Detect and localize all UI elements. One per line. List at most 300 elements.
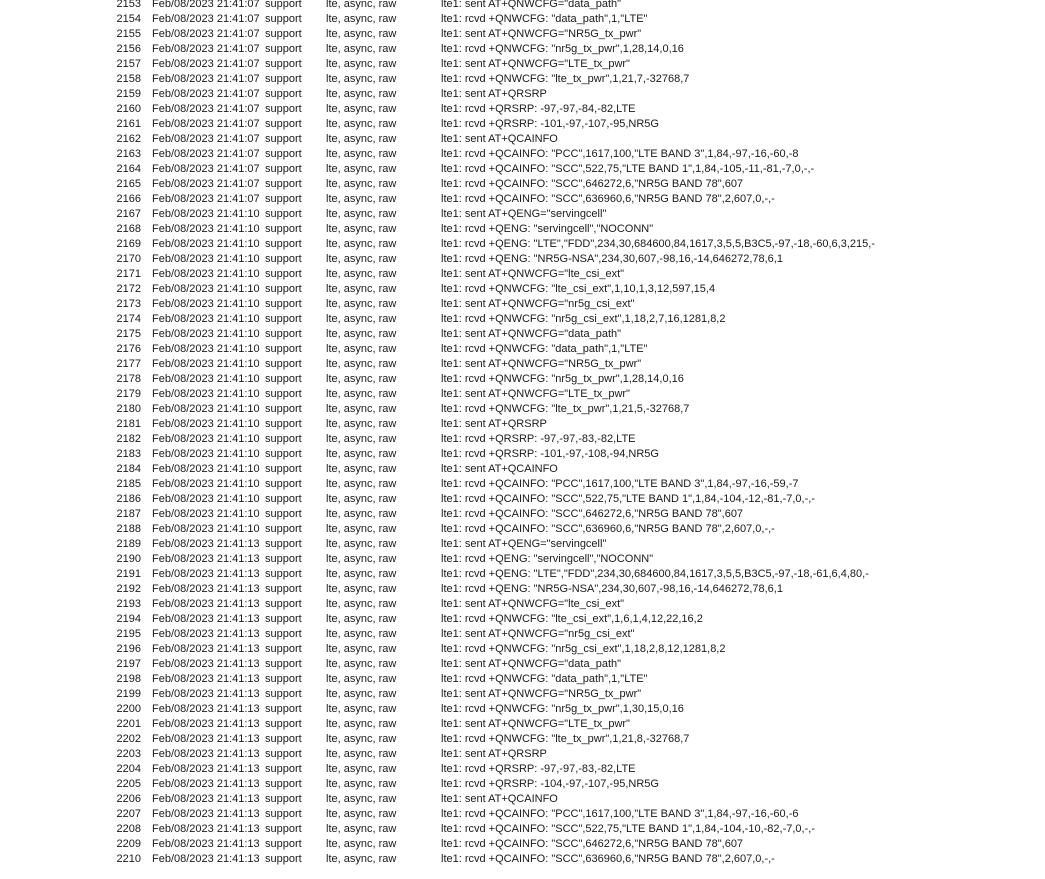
log-timestamp: Feb/08/2023 21:41:10 [152,433,260,445]
log-number: 2158 [116,73,141,85]
log-message: lte1: rcvd +QNWCFG: "lte_csi_ext",1,10,1,3,12,597,15,4 [441,283,716,295]
log-timestamp: Feb/08/2023 21:41:13 [152,703,260,715]
log-row[interactable] [0,507,1045,522]
log-number: 2187 [116,508,141,520]
log-user: support [265,418,302,430]
log-topics: lte, async, raw [326,838,397,850]
log-topics: lte, async, raw [326,73,397,85]
log-timestamp: Feb/08/2023 21:41:10 [152,238,260,250]
log-message: lte1: rcvd +QNWCFG: "nr5g_csi_ext",1,18,2,7,16,1281,8,2 [441,313,726,325]
log-row[interactable] [0,687,1045,702]
log-timestamp: Feb/08/2023 21:41:10 [152,223,260,235]
log-topics: lte, async, raw [326,703,397,715]
log-row[interactable] [0,732,1045,747]
log-timestamp: Feb/08/2023 21:41:10 [152,268,260,280]
log-message: lte1: rcvd +QCAINFO: "SCC",646272,6,"NR5G BAND 78",607 [441,508,744,520]
log-topics: lte, async, raw [326,643,397,655]
log-user: support [265,658,302,670]
log-topics: lte, async, raw [326,223,397,235]
log-number: 2154 [116,13,141,25]
log-user: support [265,388,302,400]
log-row[interactable] [0,102,1045,117]
log-timestamp: Feb/08/2023 21:41:10 [152,253,260,265]
log-timestamp: Feb/08/2023 21:41:13 [152,733,260,745]
log-user: support [265,568,302,580]
log-timestamp: Feb/08/2023 21:41:10 [152,418,260,430]
log-timestamp: Feb/08/2023 21:41:07 [152,103,260,115]
log-message: lte1: sent AT+QNWCFG="LTE_tx_pwr" [441,388,630,400]
log-topics: lte, async, raw [326,238,397,250]
log-number: 2155 [116,28,141,40]
log-number: 2210 [116,853,141,865]
log-message: lte1: rcvd +QCAINFO: "PCC",1617,100,"LTE BAND 3",1,84,-97,-16,-59,-7 [441,478,799,490]
log-user: support [265,748,302,760]
log-message: lte1: rcvd +QENG: "LTE","FDD",234,30,684600,84,1617,3,5,5,B3C5,-97,-18,-61,6,4,80,- [441,568,869,580]
log-timestamp: Feb/08/2023 21:41:13 [152,673,260,685]
log-row[interactable] [0,297,1045,312]
log-timestamp: Feb/08/2023 21:41:13 [152,823,260,835]
log-row[interactable] [0,522,1045,537]
log-user: support [265,193,302,205]
log-row[interactable] [0,42,1045,57]
log-user: support [265,118,302,130]
log-topics: lte, async, raw [326,583,397,595]
log-row[interactable] [0,12,1045,27]
log-row[interactable] [0,567,1045,582]
log-topics: lte, async, raw [326,523,397,535]
log-timestamp: Feb/08/2023 21:41:13 [152,643,260,655]
log-row[interactable] [0,822,1045,837]
log-number: 2193 [116,598,141,610]
log-user: support [265,373,302,385]
log-timestamp: Feb/08/2023 21:41:13 [152,718,260,730]
log-number: 2170 [116,253,141,265]
log-row[interactable] [0,357,1045,372]
log-topics: lte, async, raw [326,133,397,145]
log-user: support [265,58,302,70]
log-timestamp: Feb/08/2023 21:41:13 [152,763,260,775]
log-row[interactable] [0,27,1045,42]
log-topics: lte, async, raw [326,823,397,835]
log-message: lte1: sent AT+QENG="servingcell" [441,208,607,220]
log-topics: lte, async, raw [326,568,397,580]
log-message: lte1: sent AT+QCAINFO [441,793,558,805]
log-number: 2182 [116,433,141,445]
log-message: lte1: sent AT+QNWCFG="lte_csi_ext" [441,268,625,280]
log-row[interactable] [0,87,1045,102]
log-user: support [265,238,302,250]
log-user: support [265,298,302,310]
log-user: support [265,358,302,370]
log-row[interactable] [0,0,1045,12]
log-topics: lte, async, raw [326,493,397,505]
log-row[interactable] [0,237,1045,252]
log-topics: lte, async, raw [326,538,397,550]
log-row[interactable] [0,852,1045,867]
log-topics: lte, async, raw [326,178,397,190]
log-topics: lte, async, raw [326,328,397,340]
log-number: 2175 [116,328,141,340]
log-user: support [265,538,302,550]
log-row[interactable] [0,462,1045,477]
log-timestamp: Feb/08/2023 21:41:07 [152,148,260,160]
log-row[interactable] [0,162,1045,177]
log-message: lte1: rcvd +QENG: "NR5G-NSA",234,30,607,-98,16,-14,646272,78,6,1 [441,583,783,595]
log-message: lte1: sent AT+QRSRP [441,88,547,100]
log-row[interactable] [0,312,1045,327]
log-number: 2202 [116,733,141,745]
log-number: 2185 [116,478,141,490]
log-message: lte1: sent AT+QCAINFO [441,463,558,475]
log-row[interactable] [0,492,1045,507]
log-number: 2183 [116,448,141,460]
log-user: support [265,523,302,535]
log-number: 2173 [116,298,141,310]
log-user: support [265,553,302,565]
log-timestamp: Feb/08/2023 21:41:07 [152,133,260,145]
log-timestamp: Feb/08/2023 21:41:13 [152,538,260,550]
log-message: lte1: rcvd +QNWCFG: "data_path",1,"LTE" [441,13,648,25]
log-row[interactable] [0,672,1045,687]
log-user: support [265,793,302,805]
log-user: support [265,13,302,25]
log-message: lte1: rcvd +QNWCFG: "nr5g_tx_pwr",1,28,14,0,16 [441,373,684,385]
log-message: lte1: rcvd +QENG: "LTE","FDD",234,30,684600,84,1617,3,5,5,B3C5,-97,-18,-60,6,3,215,- [441,238,875,250]
log-message: lte1: sent AT+QNWCFG="LTE_tx_pwr" [441,58,630,70]
log-row[interactable] [0,792,1045,807]
log-row[interactable] [0,267,1045,282]
log-timestamp: Feb/08/2023 21:41:07 [152,28,260,40]
log-timestamp: Feb/08/2023 21:41:13 [152,778,260,790]
log-timestamp: Feb/08/2023 21:41:07 [152,0,260,10]
log-number: 2153 [116,0,141,10]
log-row[interactable] [0,597,1045,612]
log-number: 2201 [116,718,141,730]
log-topics: lte, async, raw [326,0,397,10]
log-row[interactable] [0,192,1045,207]
log-number: 2168 [116,223,141,235]
log-message: lte1: rcvd +QNWCFG: "nr5g_tx_pwr",1,28,14,0,16 [441,43,684,55]
log-timestamp: Feb/08/2023 21:41:07 [152,118,260,130]
log-user: support [265,178,302,190]
log-message: lte1: sent AT+QNWCFG="data_path" [441,658,622,670]
log-topics: lte, async, raw [326,208,397,220]
log-timestamp: Feb/08/2023 21:41:10 [152,508,260,520]
log-row[interactable] [0,762,1045,777]
log-number: 2207 [116,808,141,820]
log-timestamp: Feb/08/2023 21:41:13 [152,838,260,850]
log-user: support [265,598,302,610]
log-user: support [265,133,302,145]
log-number: 2198 [116,673,141,685]
log-row[interactable] [0,537,1045,552]
log-timestamp: Feb/08/2023 21:41:13 [152,553,260,565]
log-row[interactable] [0,252,1045,267]
log-number: 2180 [116,403,141,415]
log-topics: lte, async, raw [326,778,397,790]
log-message: lte1: rcvd +QNWCFG: "data_path",1,"LTE" [441,673,648,685]
log-row[interactable] [0,387,1045,402]
log-user: support [265,433,302,445]
log-message: lte1: sent AT+QNWCFG="NR5G_tx_pwr" [441,28,642,40]
log-user: support [265,808,302,820]
log-number: 2190 [116,553,141,565]
log-number: 2196 [116,643,141,655]
log-message: lte1: rcvd +QNWCFG: "data_path",1,"LTE" [441,343,648,355]
log-message: lte1: sent AT+QRSRP [441,418,547,430]
log-row[interactable] [0,552,1045,567]
log-user: support [265,88,302,100]
log-message: lte1: rcvd +QRSRP: -97,-97,-83,-82,LTE [441,433,636,445]
log-topics: lte, async, raw [326,718,397,730]
log-topics: lte, async, raw [326,13,397,25]
log-user: support [265,148,302,160]
log-timestamp: Feb/08/2023 21:41:07 [152,73,260,85]
log-topics: lte, async, raw [326,343,397,355]
log-user: support [265,583,302,595]
log-number: 2206 [116,793,141,805]
log-topics: lte, async, raw [326,388,397,400]
log-user: support [265,0,302,10]
log-row[interactable] [0,282,1045,297]
log-user: support [265,493,302,505]
log-row[interactable] [0,207,1045,222]
log-number: 2184 [116,463,141,475]
log-row[interactable] [0,117,1045,132]
log-number: 2208 [116,823,141,835]
log-topics: lte, async, raw [326,508,397,520]
log-message: lte1: sent AT+QNWCFG="nr5g_csi_ext" [441,298,635,310]
log-row[interactable] [0,147,1045,162]
log-number: 2188 [116,523,141,535]
log-timestamp: Feb/08/2023 21:41:10 [152,403,260,415]
log-user: support [265,703,302,715]
log-number: 2172 [116,283,141,295]
log-message: lte1: rcvd +QRSRP: -97,-97,-84,-82,LTE [441,103,636,115]
log-timestamp: Feb/08/2023 21:41:07 [152,193,260,205]
log-message: lte1: rcvd +QCAINFO: "SCC",636960,6,"NR5G BAND 78",2,607,0,-,- [441,523,775,535]
log-number: 2167 [116,208,141,220]
log-number: 2194 [116,613,141,625]
log-message: lte1: sent AT+QRSRP [441,748,547,760]
log-topics: lte, async, raw [326,283,397,295]
log-user: support [265,343,302,355]
log-message: lte1: sent AT+QNWCFG="lte_csi_ext" [441,598,625,610]
log-message: lte1: rcvd +QCAINFO: "SCC",646272,6,"NR5G BAND 78",607 [441,838,744,850]
log-row[interactable] [0,837,1045,852]
log-topics: lte, async, raw [326,433,397,445]
log-row[interactable] [0,747,1045,762]
log-message: lte1: rcvd +QCAINFO: "SCC",636960,6,"NR5G BAND 78",2,607,0,-,- [441,853,775,865]
log-row[interactable] [0,702,1045,717]
log-number: 2171 [116,268,141,280]
log-row[interactable] [0,57,1045,72]
log-topics: lte, async, raw [326,808,397,820]
log-user: support [265,733,302,745]
log-topics: lte, async, raw [326,853,397,865]
log-row[interactable] [0,582,1045,597]
log-user: support [265,853,302,865]
log-message: lte1: rcvd +QRSRP: -97,-97,-83,-82,LTE [441,763,636,775]
log-row[interactable] [0,642,1045,657]
log-topics: lte, async, raw [326,733,397,745]
log-topics: lte, async, raw [326,373,397,385]
log-row[interactable] [0,222,1045,237]
log-timestamp: Feb/08/2023 21:41:13 [152,808,260,820]
log-user: support [265,643,302,655]
log-number: 2186 [116,493,141,505]
log-number: 2203 [116,748,141,760]
log-message: lte1: rcvd +QCAINFO: "PCC",1617,100,"LTE BAND 3",1,84,-97,-16,-60,-8 [441,148,799,160]
log-message: lte1: sent AT+QNWCFG="NR5G_tx_pwr" [441,358,642,370]
log-timestamp: Feb/08/2023 21:41:10 [152,208,260,220]
log-user: support [265,688,302,700]
log-number: 2195 [116,628,141,640]
log-number: 2166 [116,193,141,205]
log-user: support [265,463,302,475]
log-timestamp: Feb/08/2023 21:41:13 [152,793,260,805]
log-number: 2205 [116,778,141,790]
log-timestamp: Feb/08/2023 21:41:13 [152,583,260,595]
log-user: support [265,28,302,40]
log-topics: lte, async, raw [326,298,397,310]
log-user: support [265,283,302,295]
log-row[interactable] [0,72,1045,87]
log-user: support [265,313,302,325]
log-row[interactable] [0,177,1045,192]
log-message: lte1: rcvd +QCAINFO: "SCC",646272,6,"NR5G BAND 78",607 [441,178,744,190]
log-topics: lte, async, raw [326,448,397,460]
log-row[interactable] [0,807,1045,822]
log-row[interactable] [0,447,1045,462]
log-row[interactable] [0,327,1045,342]
log-user: support [265,823,302,835]
log-user: support [265,448,302,460]
log-row[interactable] [0,612,1045,627]
log-row[interactable] [0,657,1045,672]
log-user: support [265,508,302,520]
log-timestamp: Feb/08/2023 21:41:13 [152,598,260,610]
log-row[interactable] [0,477,1045,492]
log-number: 2200 [116,703,141,715]
log-number: 2199 [116,688,141,700]
log-topics: lte, async, raw [326,793,397,805]
log-user: support [265,613,302,625]
log-message: lte1: rcvd +QNWCFG: "lte_tx_pwr",1,21,5,-32768,7 [441,403,690,415]
log-topics: lte, async, raw [326,463,397,475]
log-message: lte1: rcvd +QCAINFO: "SCC",522,75,"LTE BAND 1",1,84,-104,-10,-82,-7,0,-,- [441,823,815,835]
log-user: support [265,403,302,415]
log-topics: lte, async, raw [326,103,397,115]
log-user: support [265,208,302,220]
log-row[interactable] [0,402,1045,417]
log-topics: lte, async, raw [326,163,397,175]
log-timestamp: Feb/08/2023 21:41:13 [152,748,260,760]
log-user: support [265,328,302,340]
log-timestamp: Feb/08/2023 21:41:10 [152,283,260,295]
log-topics: lte, async, raw [326,58,397,70]
log-topics: lte, async, raw [326,403,397,415]
log-user: support [265,223,302,235]
log-topics: lte, async, raw [326,613,397,625]
log-number: 2204 [116,763,141,775]
log-timestamp: Feb/08/2023 21:41:13 [152,688,260,700]
log-number: 2177 [116,358,141,370]
log-timestamp: Feb/08/2023 21:41:10 [152,358,260,370]
log-topics: lte, async, raw [326,658,397,670]
log-number: 2169 [116,238,141,250]
log-user: support [265,763,302,775]
log-number: 2160 [116,103,141,115]
log-user: support [265,43,302,55]
log-user: support [265,478,302,490]
log-message: lte1: sent AT+QNWCFG="nr5g_csi_ext" [441,628,635,640]
log-number: 2191 [116,568,141,580]
log-topics: lte, async, raw [326,748,397,760]
log-number: 2179 [116,388,141,400]
log-message: lte1: rcvd +QRSRP: -101,-97,-107,-95,NR5G [441,118,659,130]
log-user: support [265,778,302,790]
log-number: 2161 [116,118,141,130]
log-timestamp: Feb/08/2023 21:41:07 [152,58,260,70]
log-message: lte1: rcvd +QNWCFG: "lte_tx_pwr",1,21,7,-32768,7 [441,73,690,85]
log-row[interactable] [0,717,1045,732]
log-timestamp: Feb/08/2023 21:41:07 [152,13,260,25]
log-timestamp: Feb/08/2023 21:41:10 [152,463,260,475]
log-number: 2181 [116,418,141,430]
log-row[interactable] [0,342,1045,357]
log-topics: lte, async, raw [326,253,397,265]
log-message: lte1: rcvd +QCAINFO: "SCC",522,75,"LTE BAND 1",1,84,-104,-12,-81,-7,0,-,- [441,493,815,505]
log-user: support [265,628,302,640]
log-timestamp: Feb/08/2023 21:41:10 [152,298,260,310]
log-timestamp: Feb/08/2023 21:41:07 [152,178,260,190]
log-row[interactable] [0,777,1045,792]
log-row[interactable] [0,432,1045,447]
log-user: support [265,838,302,850]
log-timestamp: Feb/08/2023 21:41:10 [152,478,260,490]
log-number: 2162 [116,133,141,145]
log-message: lte1: rcvd +QNWCFG: "lte_tx_pwr",1,21,8,-32768,7 [441,733,690,745]
log-topics: lte, async, raw [326,43,397,55]
log-row[interactable] [0,132,1045,147]
log-topics: lte, async, raw [326,478,397,490]
log-topics: lte, async, raw [326,358,397,370]
log-topics: lte, async, raw [326,118,397,130]
log-message: lte1: rcvd +QNWCFG: "nr5g_tx_pwr",1,30,15,0,16 [441,703,684,715]
log-topics: lte, async, raw [326,28,397,40]
log-timestamp: Feb/08/2023 21:41:10 [152,343,260,355]
log-timestamp: Feb/08/2023 21:41:13 [152,853,260,865]
log-row[interactable] [0,372,1045,387]
log-topics: lte, async, raw [326,763,397,775]
log-number: 2165 [116,178,141,190]
log-timestamp: Feb/08/2023 21:41:10 [152,373,260,385]
log-user: support [265,268,302,280]
log-number: 2164 [116,163,141,175]
log-message: lte1: rcvd +QCAINFO: "SCC",636960,6,"NR5G BAND 78",2,607,0,-,- [441,193,775,205]
log-timestamp: Feb/08/2023 21:41:13 [152,568,260,580]
log-topics: lte, async, raw [326,628,397,640]
log-user: support [265,103,302,115]
log-number: 2163 [116,148,141,160]
log-row[interactable] [0,627,1045,642]
log-timestamp: Feb/08/2023 21:41:07 [152,88,260,100]
log-row[interactable] [0,417,1045,432]
log-user: support [265,73,302,85]
log-message: lte1: sent AT+QNWCFG="data_path" [441,328,622,340]
log-message: lte1: sent AT+QNWCFG="LTE_tx_pwr" [441,718,630,730]
